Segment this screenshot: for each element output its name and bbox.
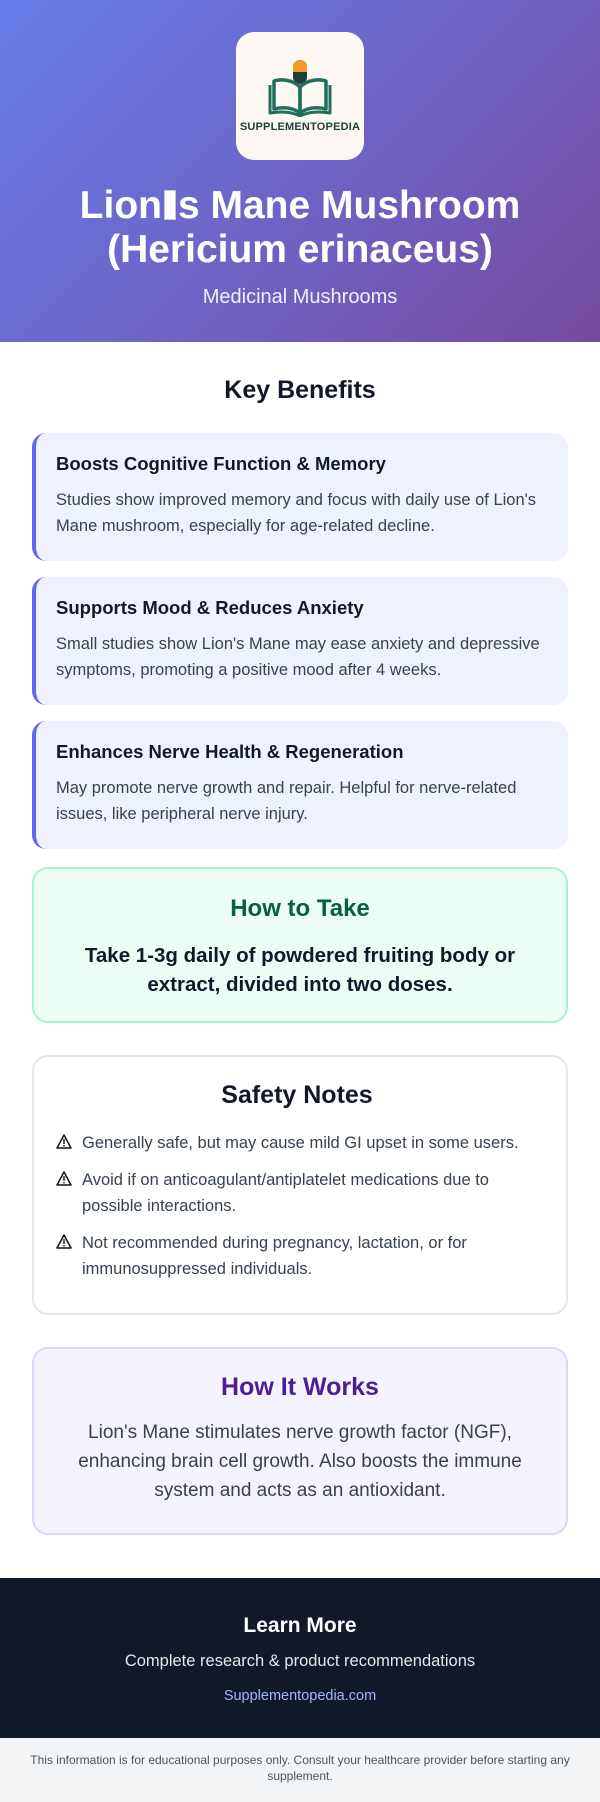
- warning-icon: [56, 1230, 82, 1254]
- learn-more-heading: Learn More: [243, 1614, 357, 1637]
- safety-note-item: [56, 1130, 538, 1156]
- dosage-text: Take 1-3g daily of powdered fruiting body or extract, divided into two doses.: [84, 944, 516, 996]
- safety-note-text: Not recommended during pregnancy, lactation, or for immunosuppressed individuals.: [82, 1234, 467, 1278]
- key-benefits-heading: Key Benefits: [224, 376, 376, 404]
- missing-glyph-icon: [164, 190, 176, 220]
- warning-icon: [56, 1130, 82, 1154]
- safety-note-item: [56, 1167, 538, 1219]
- title-scientific-name: (Hericium erinaceus): [107, 228, 493, 271]
- key-benefits-section: [0, 342, 600, 849]
- learn-more-footer: [0, 1578, 600, 1738]
- page-title: [0, 184, 600, 272]
- safety-note-text: Avoid if on anticoagulant/antiplatelet medications due to possible interactions.: [82, 1171, 489, 1215]
- benefit-title: Supports Mood & Reduces Anxiety: [56, 597, 364, 618]
- safety-notes-heading: Safety Notes: [221, 1081, 373, 1109]
- benefit-card: [32, 721, 568, 849]
- safety-note-text: Generally safe, but may cause mild GI upset in some users.: [82, 1134, 519, 1152]
- benefit-card: [32, 433, 568, 561]
- page-category: Medicinal Mushrooms: [202, 286, 398, 308]
- how-it-works-card: [32, 1347, 568, 1535]
- how-it-works-heading: How It Works: [221, 1373, 379, 1401]
- brand-logo[interactable]: [236, 32, 364, 160]
- disclaimer: This information is for educational purposes only. Consult your healthcare provider before starting any supplement.: [0, 1738, 600, 1802]
- benefit-title: Enhances Nerve Health & Regeneration: [56, 741, 404, 762]
- safety-note-item: [56, 1230, 538, 1282]
- title-part-1: Lion: [79, 184, 162, 227]
- benefit-title: Boosts Cognitive Function & Memory: [56, 453, 386, 474]
- warning-icon: [56, 1167, 82, 1191]
- how-to-take-card: [32, 867, 568, 1023]
- benefit-card: [32, 577, 568, 705]
- website-link[interactable]: Supplementopedia.com: [223, 1688, 377, 1704]
- benefit-text: May promote nerve growth and repair. Helpful for nerve-related issues, like peripheral nerve injury.: [56, 779, 517, 823]
- logo-wordmark: SUPPLEMENTOPEDIA: [239, 121, 361, 133]
- hero-header: [0, 0, 600, 342]
- mechanism-text: Lion's Mane stimulates nerve growth factor (NGF), enhancing brain cell growth. Also boosts the immune system and acts as an antioxidant.: [78, 1422, 522, 1501]
- title-part-2: s Mane Mushroom: [177, 184, 521, 227]
- safety-notes-card: [32, 1055, 568, 1315]
- how-to-take-heading: How to Take: [230, 895, 370, 922]
- learn-more-subtitle: Complete research & product recommendations: [124, 1652, 476, 1670]
- benefit-text: Small studies show Lion's Mane may ease anxiety and depressive symptoms, promoting a positive mood after 4 weeks.: [56, 635, 540, 679]
- book-capsule-icon: [268, 59, 332, 117]
- benefit-text: Studies show improved memory and focus with daily use of Lion's Mane mushroom, especially for age-related decline.: [56, 491, 537, 535]
